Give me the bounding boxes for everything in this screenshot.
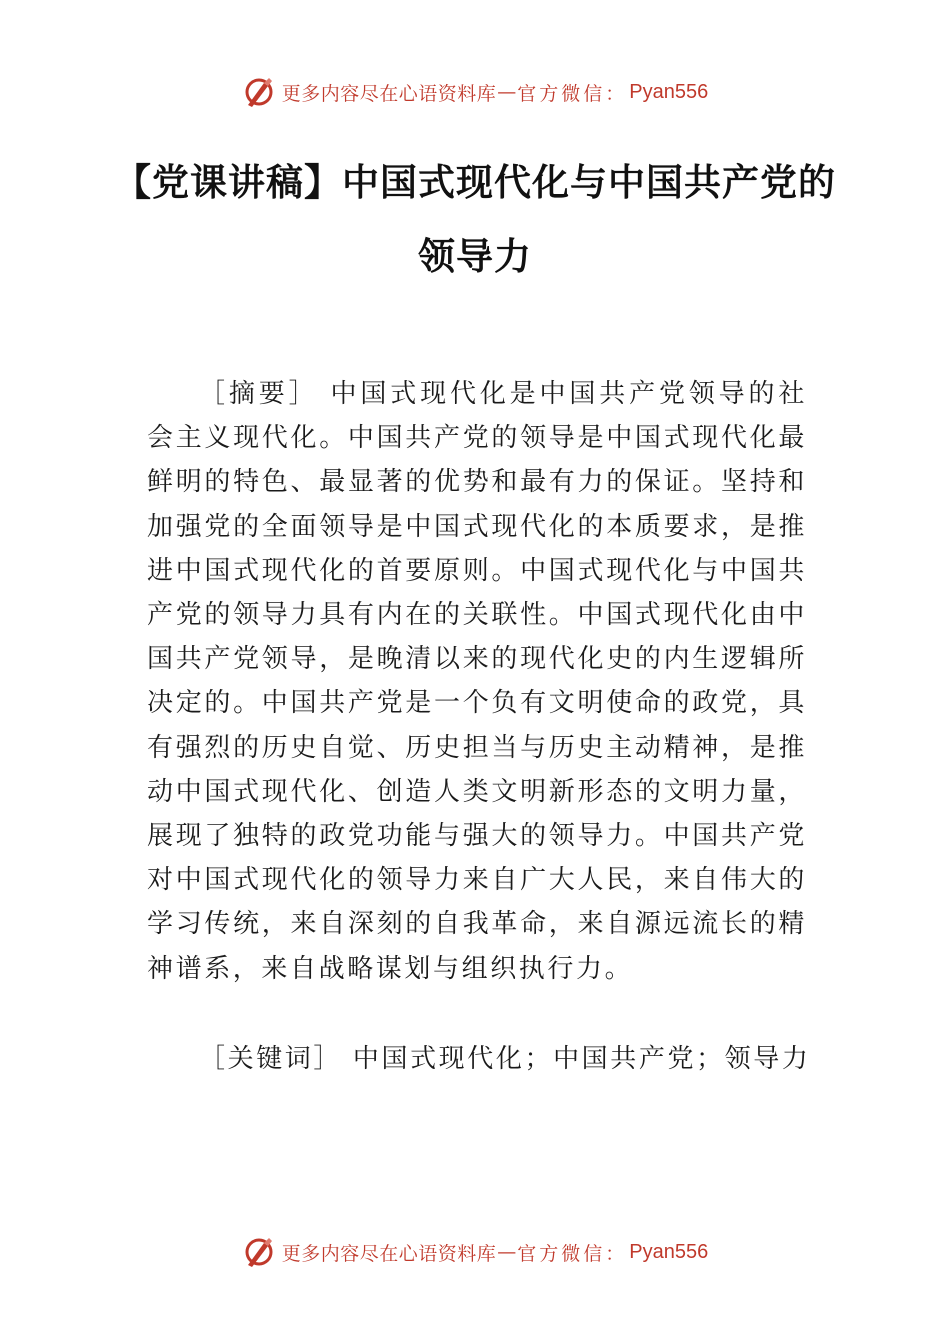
keywords-line: ［关键词］ 中国式现代化；中国共产党；领导力: [199, 1044, 811, 1074]
page-title-line-2: 领导力: [418, 235, 532, 278]
footer-banner: [0, 1232, 950, 1272]
banner-separator: —: [497, 1241, 517, 1263]
banner-wechat-id: Pyan556: [629, 1240, 709, 1263]
banner-text: 更多内容尽在心语资料库: [281, 1242, 497, 1265]
pen-circle-logo-icon: [242, 1235, 276, 1269]
banner-separator: —: [497, 81, 517, 103]
page-title-line-1: 【党课讲稿】中国式现代化与中国共产党的: [114, 161, 836, 204]
banner-label: 官方微信：: [517, 82, 628, 105]
banner-text: 更多内容尽在心语资料库: [281, 82, 497, 105]
header-banner: [0, 72, 950, 112]
banner-label: 官方微信：: [517, 1242, 628, 1265]
pen-circle-logo-icon: [242, 75, 276, 109]
abstract-paragraph: ［摘要］ 中国式现代化是中国共产党领导的社会主义现代化。中国共产党的领导是中国式现代化最鲜明的特色、最显著的优势和最有力的保证。坚持和加强党的全面领导是中国式现代化的本质要求，是推进中国式现代化的首要原则。中国式现代化与中国共产党的领导力具有内在的关联性。中国式现代化由中国共产党领导，是晚清以来的现代化史的内生逻辑所决定的。中国共产党是一个负有文明使命的政党，具有强烈的历史自觉、历史担当与历史主动精神，是推动中国式现代化、创造人类文明新形态的文明力量，展现了独特的政党功能与强大的领导力。中国共产党对中国式现代化的领导力来自广大人民，来自伟大的学习传统，来自深刻的自我革命，来自源远流长的精神谱系，来自战略谋划与组织执行力。: [147, 379, 807, 984]
banner-wechat-id: Pyan556: [629, 80, 709, 103]
